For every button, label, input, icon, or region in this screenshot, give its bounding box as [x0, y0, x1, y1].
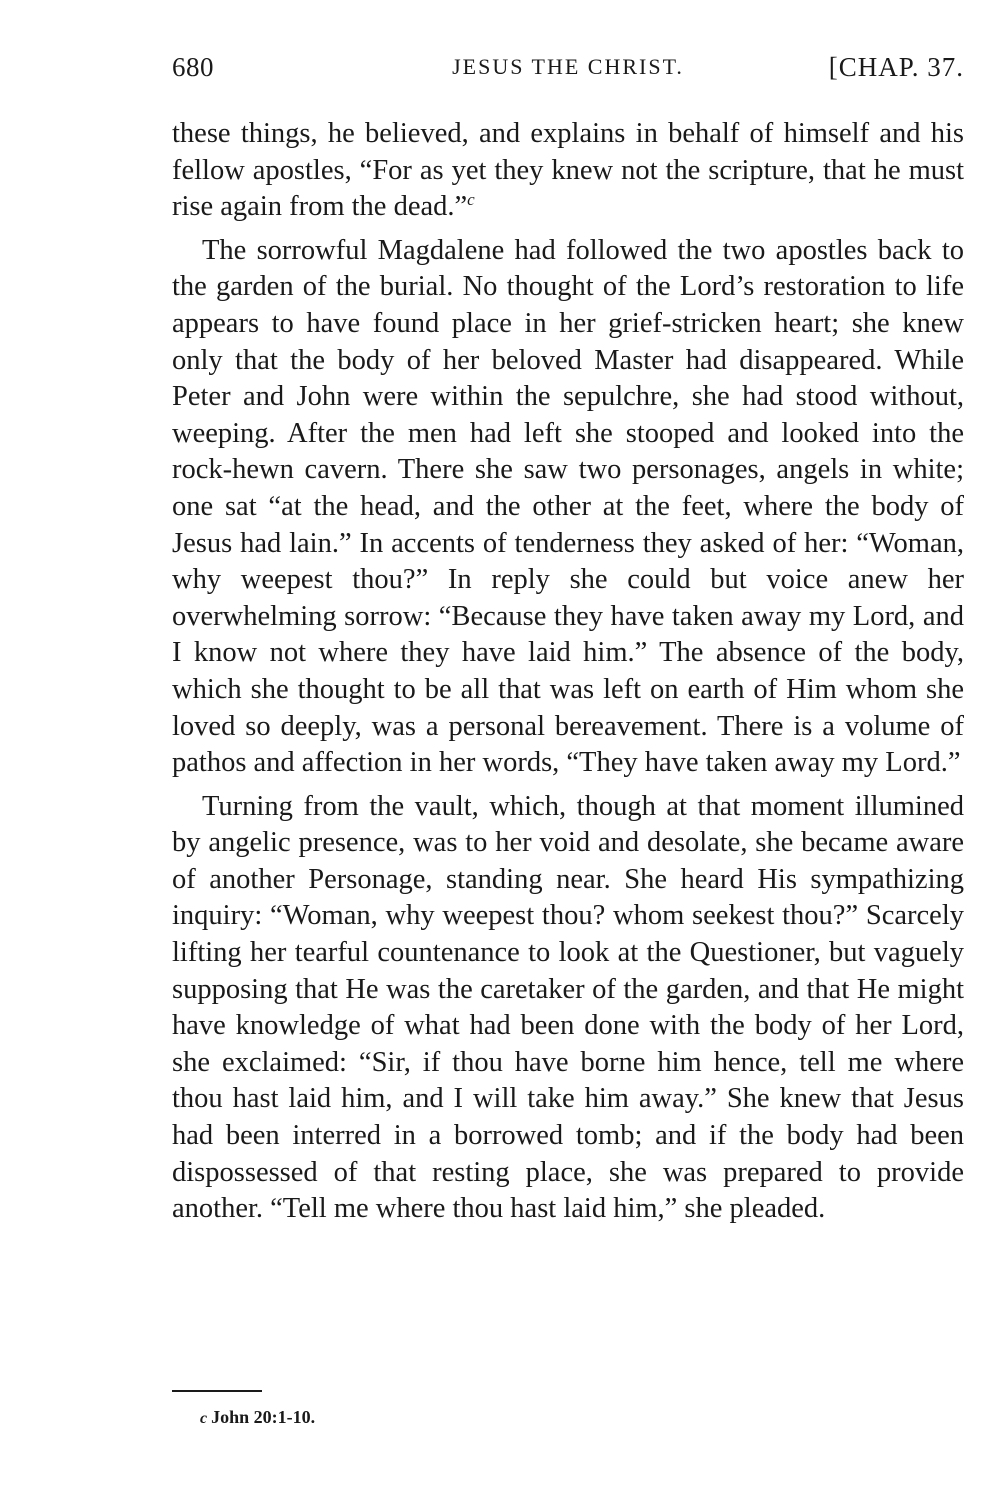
footnote	[200, 1407, 315, 1428]
paragraph-text: Turning from the vault, which, though at that moment illumined by angelic presence, was to her void and desolate, she became aware of another Personage, standing near. She heard His sympathizing inquiry: “Woman, why weepest thou? whom seekest thou?” Scarcely lifting her tearful countenance to look at the Questioner, but vaguely supposing that He was the caretaker of the garden, and that He might have knowledge of what had been done with the body of her Lord, she exclaimed: “Sir, if thou have borne him hence, tell me where thou hast laid him, and I will take him away.” She knew that Jesus had been interred in a borrowed tomb; and if the body had been dispossessed of that resting place, she was prepared to provide another. “Tell me where thou hast laid him,” she pleaded.	[172, 790, 964, 1225]
paragraph-text: these things, he believed, and explains in behalf of himself and his fellow apostles, “For as yet they knew not the scripture, that he must rise again from the dead.”	[172, 118, 964, 223]
paragraph-continuation	[172, 116, 964, 226]
paragraph-turning	[172, 789, 964, 1228]
paragraph-text: The sorrowful Magdalene had followed the two apostles back to the garden of the burial. No thought of the Lord’s restoration to life appears to have found place in her grief-stricken heart; she knew only that the body of her beloved Master had disappeared. While Peter and John were within the sepulchre, she had stood without, weeping. After the men had left she stooped and looked into the rock-hewn cavern. There she saw two personages, angels in white; one sat “at the head, and the other at the feet, where the body of Jesus had lain.” In accents of tenderness they asked of her: “Woman, why weepest thou?” In reply she could but voice anew her overwhelming sorrow: “Because they have taken away my Lord, and I know not where they have laid him.” The absence of the body, which she thought to be all that was left on earth of Him whom she loved so deeply, was a personal bereavement. There is a volume of pathos and affection in her words, “They have taken away my Lord.”	[172, 234, 964, 779]
page-header	[172, 52, 964, 92]
paragraph-magdalene	[172, 233, 964, 782]
footnote-text: John 20:1-10.	[211, 1407, 316, 1427]
body-text	[172, 116, 964, 1235]
page-number: 680	[172, 52, 214, 82]
chapter-reference: [CHAP. 37.	[828, 52, 964, 82]
footnote-letter: c	[200, 1410, 208, 1427]
footnote-reference-mark: c	[467, 190, 475, 210]
running-title: JESUS THE CHRIST.	[452, 54, 684, 79]
footnote-divider	[172, 1390, 262, 1392]
